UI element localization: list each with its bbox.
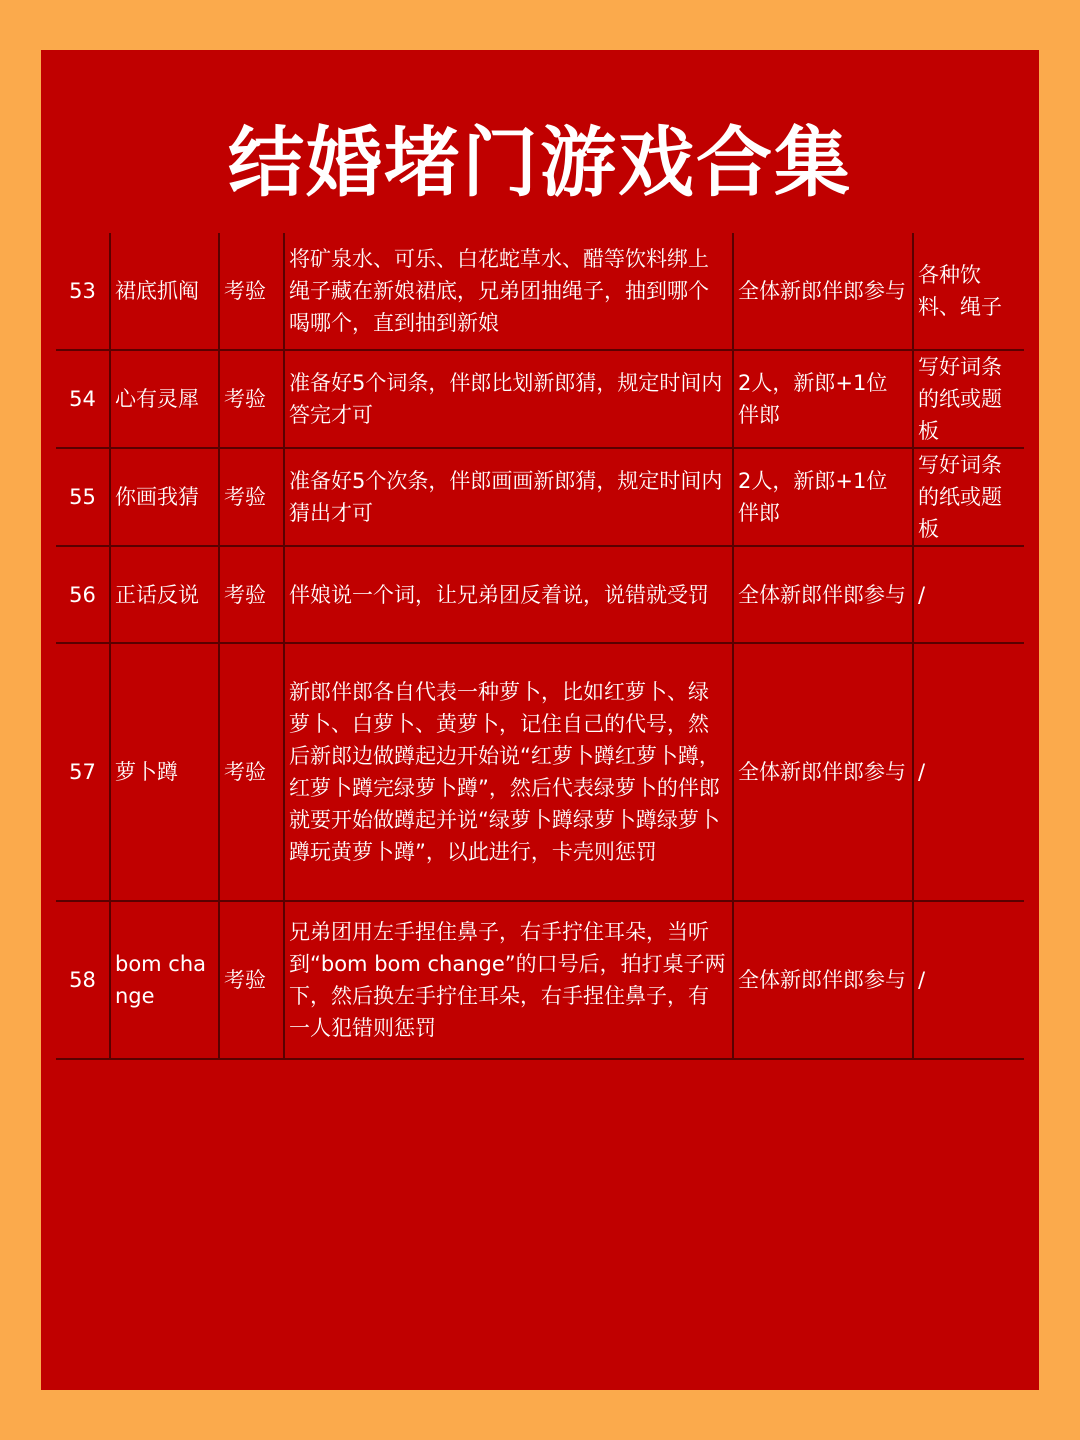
- games-table-body: [56, 233, 1024, 1059]
- game-description: 将矿泉水、可乐、白花蛇草水、醋等饮料绑上绳子藏在新娘裙底，兄弟团抽绳子，抽到哪个喝哪个，直到抽到新娘: [284, 233, 733, 350]
- game-type: 考验: [219, 350, 284, 448]
- game-name: 心有灵犀: [110, 350, 219, 448]
- game-participants: 全体新郎伴郎参与: [733, 546, 913, 643]
- game-number: 58: [56, 901, 110, 1059]
- game-props: 写好词条的纸或题板: [913, 448, 1024, 546]
- game-props: /: [913, 901, 1024, 1059]
- game-name: bom change: [110, 901, 219, 1059]
- table-row: [56, 643, 1024, 901]
- game-participants: 全体新郎伴郎参与: [733, 233, 913, 350]
- game-type: 考验: [219, 901, 284, 1059]
- table-row: [56, 901, 1024, 1059]
- game-number: 53: [56, 233, 110, 350]
- game-description: 兄弟团用左手捏住鼻子，右手拧住耳朵，当听到“bom bom change”的口号后，拍打桌子两下，然后换左手拧住耳朵，右手捏住鼻子，有一人犯错则惩罚: [284, 901, 733, 1059]
- game-description: 准备好5个次条，伴郎画画新郎猜，规定时间内猜出才可: [284, 448, 733, 546]
- game-name: 你画我猜: [110, 448, 219, 546]
- page-title: 结婚堵门游戏合集: [228, 118, 852, 207]
- game-number: 56: [56, 546, 110, 643]
- game-type: 考验: [219, 233, 284, 350]
- game-name: 正话反说: [110, 546, 219, 643]
- games-table: [56, 233, 1024, 1060]
- game-description: 准备好5个词条，伴郎比划新郎猜，规定时间内答完才可: [284, 350, 733, 448]
- game-type: 考验: [219, 643, 284, 901]
- game-description: 新郎伴郎各自代表一种萝卜，比如红萝卜、绿萝卜、白萝卜、黄萝卜，记住自己的代号，然后新郎边做蹲起边开始说“红萝卜蹲红萝卜蹲，红萝卜蹲完绿萝卜蹲”，然后代表绿萝卜的伴郎就要开始做蹲起并说“绿萝卜蹲绿萝卜蹲绿萝卜蹲玩黄萝卜蹲”，以此进行，卡壳则惩罚: [284, 643, 733, 901]
- game-props: 各种饮料、绳子: [913, 233, 1024, 350]
- game-number: 57: [56, 643, 110, 901]
- game-number: 54: [56, 350, 110, 448]
- game-description: 伴娘说一个词，让兄弟团反着说，说错就受罚: [284, 546, 733, 643]
- game-participants: 全体新郎伴郎参与: [733, 643, 913, 901]
- game-name: 裙底抓阄: [110, 233, 219, 350]
- game-type: 考验: [219, 448, 284, 546]
- game-participants: 全体新郎伴郎参与: [733, 901, 913, 1059]
- game-type: 考验: [219, 546, 284, 643]
- game-name: 萝卜蹲: [110, 643, 219, 901]
- game-participants: 2人，新郎+1位伴郎: [733, 448, 913, 546]
- game-props: 写好词条的纸或题板: [913, 350, 1024, 448]
- table-row: [56, 546, 1024, 643]
- table-row: [56, 350, 1024, 448]
- game-number: 55: [56, 448, 110, 546]
- table-row: [56, 448, 1024, 546]
- game-participants: 2人，新郎+1位伴郎: [733, 350, 913, 448]
- game-props: /: [913, 546, 1024, 643]
- table-row: [56, 233, 1024, 350]
- game-props: /: [913, 643, 1024, 901]
